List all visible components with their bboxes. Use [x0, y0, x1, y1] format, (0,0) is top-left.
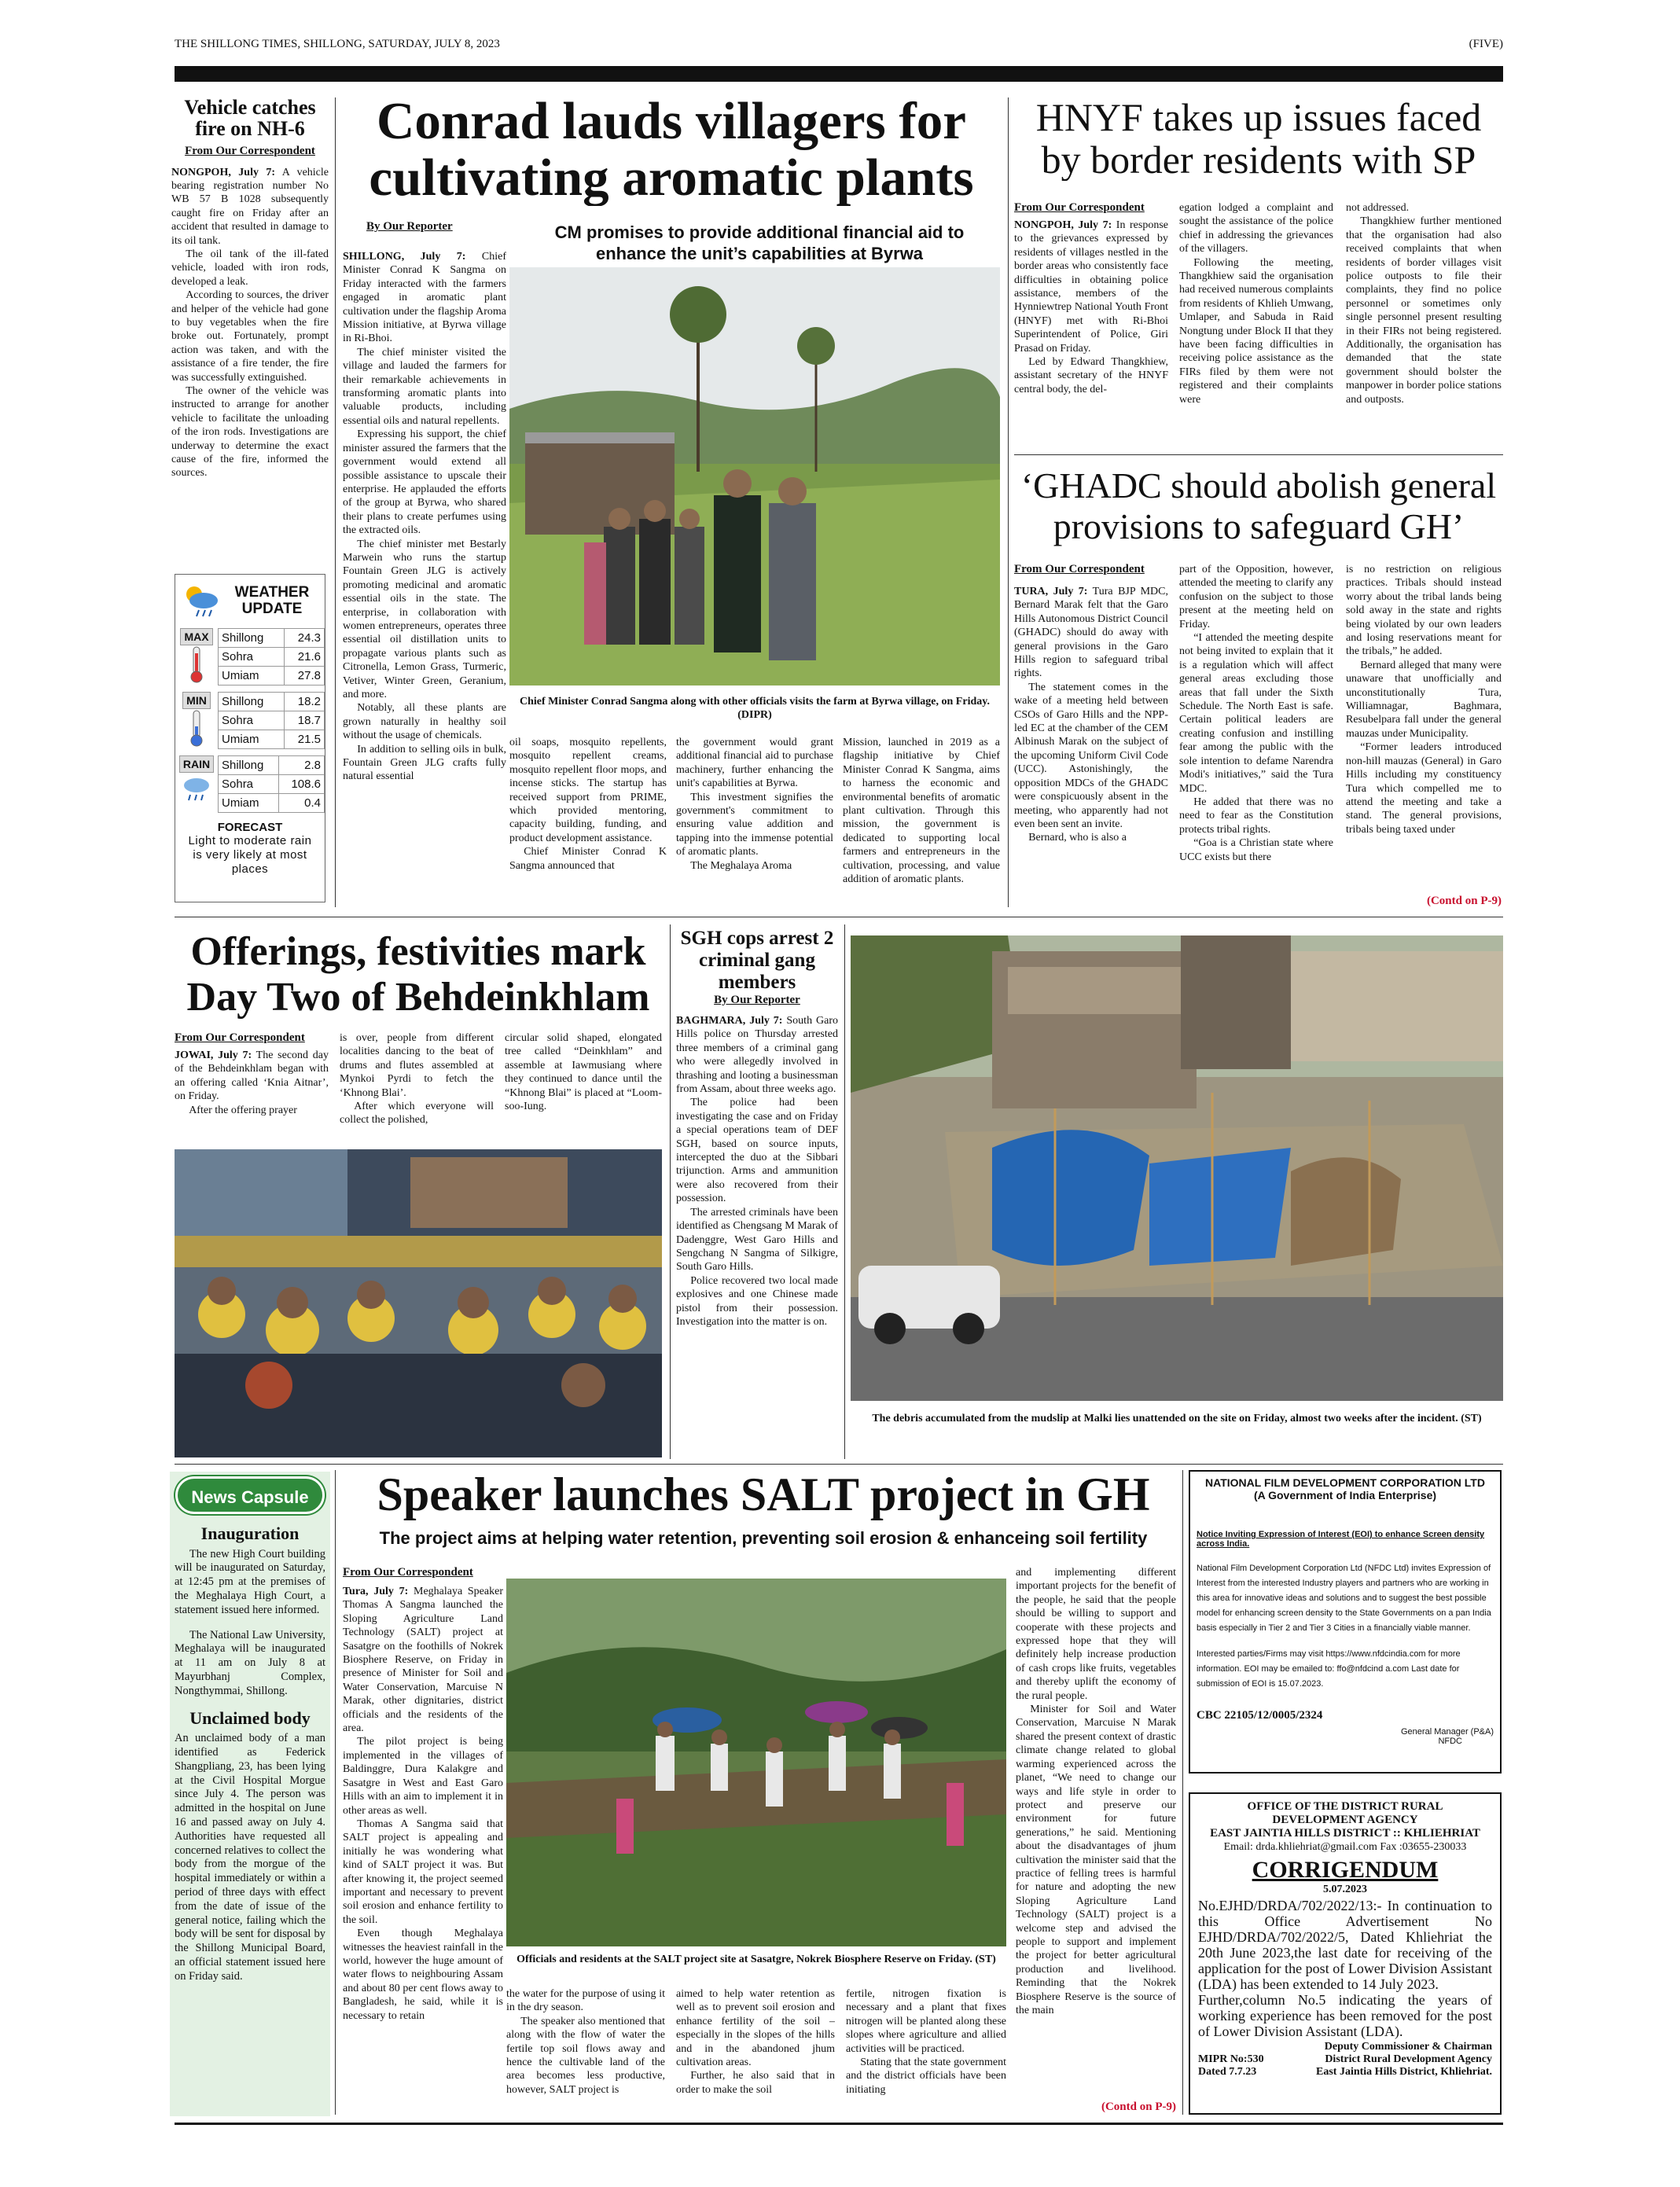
conrad-article	[343, 93, 1000, 206]
conrad-para: Notably, all these plants are grown naturally in healthy soil without the usage of chemicals.	[343, 702, 506, 742]
vehicle-article	[171, 97, 329, 559]
news-capsule-title: News Capsule	[175, 1476, 325, 1514]
sgh-body	[676, 1014, 838, 1457]
page-number: (FIVE)	[1469, 38, 1503, 50]
behdein-para: is over, people from different localities dancing to the beat of drums and flutes assembled at Mynkoi Pyrdi to fetch the ‘Khnong Blai’.	[340, 1032, 494, 1099]
sgh-para: The arrested criminals have been identified as Chengsang M Marak of Dadenggre, West Garo Hills and Sengchang N Sangma of Silkigre, South Garo Hills.	[676, 1206, 838, 1274]
weather-group-min	[175, 692, 325, 749]
salt-photo	[506, 1579, 1006, 1946]
salt-para: Further, he also said that in order to make the soil	[676, 2070, 835, 2096]
ghadc-para: “I attended the meeting despite not being invited to explain that it is a regulation which will affect general areas excluding those areas that fall under the Sixth Schedule. The North East is safe. Certain political leaders are creating confusion and instilling fear among the public with the sole intention to defame Narendra Modi's initiatives,” said the Tura MDC.	[1179, 632, 1333, 795]
conrad-subhead: CM promises to provide additional financial aid to enhance the unit’s capabilities at Byrwa	[554, 222, 965, 263]
conrad-para: In addition to selling oils in bulk, Fountain Green JLG crafts fully natural essential	[343, 743, 506, 783]
capsule-body	[170, 1727, 330, 1983]
behdein-byline: From Our Correspondent	[175, 1031, 305, 1044]
masthead	[175, 38, 1503, 51]
salt-col5	[1016, 1566, 1176, 2101]
hnyf-col3	[1346, 201, 1502, 447]
nfdc-notice: Notice Inviting Expression of Interest (EOI) to enhance Screen density across India.	[1197, 1530, 1485, 1549]
section-rule	[1014, 454, 1503, 455]
vehicle-para: According to sources, the driver and helper of the vehicle had gone to buy vegetables when the fire broke out. Fortunately, prompt action was taken, and with the assistance of a fire tender, the fire was successfully extinguished.	[171, 289, 329, 384]
weather-forecast	[175, 821, 325, 877]
conrad-col1	[343, 250, 506, 909]
weather-label: MIN	[182, 692, 211, 709]
weather-table: Shillong 2.8 Sohra 108.6 Umiam 0.4	[218, 755, 325, 813]
salt-para: Minister for Soil and Water Conservation, Marcuise N Marak shared the present context of drastic climate change related to global warming experienced across the planet, “We need to change our ways and life style in order to protect and preserve our environment for future generations,” he said. Mentioning about the disadvantages of jhum cultivation the minister said that the practice of felling trees is harmful for nature and adopting the new Sloping Agriculture Land Technology (SALT) project is a welcome step and advised the people to support and implement the project for better agricultural production and livelihood. Reminding that the Nokrek Biosphere Reserve is the source of the main	[1016, 1704, 1176, 2016]
rain-cloud-icon	[181, 773, 212, 804]
weather-label: MAX	[180, 628, 212, 645]
hnyf-col2	[1179, 201, 1333, 447]
salt-caption: Officials and residents at the SALT project site at Sasatgre, Nokrek Biosphere Reserve on Friday. (ST)	[516, 1954, 996, 1965]
behdein-col1	[175, 1049, 329, 1146]
nfdc-ad	[1189, 1470, 1502, 1773]
malki-photo	[851, 935, 1503, 1401]
hnyf-para: NONGPOH, July 7: In response to the grievances expressed by residents of villages nestled in the border areas who consistently face difficulties in obtaining police assistance, members of the Hynniewtrep National Youth Front (HNYF) met with Ri-Bhoi Superintendent of Police, Giri Prasad on Friday.	[1014, 219, 1168, 355]
ghadc-para: Bernard, who is also a	[1028, 832, 1127, 844]
thermometer-icon	[187, 645, 206, 685]
conrad-col3	[676, 736, 833, 909]
capsule-head-unclaimed: Unclaimed body	[189, 1709, 311, 1728]
column-rule	[1008, 97, 1009, 907]
conrad-para: SHILLONG, July 7: Chief Minister Conrad K Sangma on Friday interacted with the farmers engaged in aromatic plant cultivation under the flagship Aroma Mission initiative, at Byrwa village in Ri-Bhoi.	[343, 251, 506, 345]
weather-box	[175, 574, 325, 902]
behdein-para: After which everyone will collect the polished,	[340, 1101, 494, 1127]
behdein-photo	[175, 1149, 662, 1457]
salt-para: Thomas A Sangma said that SALT project is appealing and initially he was wondering what kind of SALT project it was. But after knowing it, the project seemed important and necessary to prevent soil erosion and enhance fertility to the soil.	[343, 1818, 503, 1926]
conrad-col2	[509, 736, 667, 909]
drda-body1: No.EJHD/DRDA/702/2022/13:- In continuation to this Office Advertisement No EJHD/DRDA/702/2022/5, Dated Khliehriat the 20th June 2023,the last date for receiving of the application for the post of Lower Division Assistant (LDA) has been extended to 14 July 2023.	[1198, 1898, 1492, 1992]
capsule-head-inauguration: Inauguration	[200, 1525, 300, 1543]
vehicle-headline: Vehicle catches fire on NH-6	[184, 97, 316, 140]
salt-col2	[506, 1987, 665, 2116]
salt-para: aimed to help water retention as well as to prevent soil erosion and enhance fertility of the soil – especially in the slopes of the hills and in the abandoned jhum cultivation areas.	[676, 1988, 835, 2069]
salt-para: fertile, nitrogen fixation is necessary and a plant that fixes nitrogen will be planted along these slopes where agriculture and allied activities will be practiced.	[846, 1988, 1006, 2055]
weather-group-max	[175, 628, 325, 686]
salt-contd: (Contd on P-9)	[1101, 2101, 1176, 2113]
hnyf-headline: HNYF takes up issues faced by border residents with SP	[1035, 96, 1482, 181]
conrad-para: the government would grant additional financial aid to purchase machinery, further enhancing the unit's capabilities at Byrwa.	[676, 737, 833, 790]
drda-sign: Deputy Commissioner & Chairman MIPR No:530 District Rural Development Agency Dated 7.7.23 East Jaintia Hills District, Khliehriat.	[1198, 2041, 1492, 2078]
hnyf-byline: From Our Correspondent	[1014, 201, 1145, 214]
column-rule	[844, 924, 845, 1459]
ghadc-para: is no restriction on religious practices. Tribals should instead worry about the tribal lands being sold away in the state and rights being violated by our own leaders and losing reservations meant for the tribals,” he added.	[1346, 564, 1502, 658]
weather-table: Shillong 18.2 Sohra 18.7 Umiam 21.5	[218, 692, 325, 749]
masthead-date: THE SHILLONG TIMES, SHILLONG, SATURDAY, JULY 8, 2023	[175, 38, 500, 50]
ghadc-col1	[1014, 585, 1168, 909]
conrad-headline: Conrad lauds villagers for cultivating aromatic plants	[369, 93, 974, 206]
salt-col1	[343, 1585, 503, 2116]
vehicle-byline: From Our Correspondent	[185, 144, 315, 157]
conrad-para: The Meghalaya Aroma	[690, 859, 792, 872]
salt-col4	[846, 1987, 1006, 2116]
ghadc-byline: From Our Correspondent	[1014, 563, 1145, 575]
conrad-caption: Chief Minister Conrad Sangma along with other officials visits the farm at Byrwa village, on Friday. (DIPR)	[520, 696, 990, 721]
hnyf-para: Led by Edward Thangkhiew, assistant secretary of the HNYF central body, the del-	[1014, 356, 1168, 395]
salt-para: Tura, July 7: Meghalaya Speaker Thomas A Sangma launched the Sloping Agriculture Land Technology (SALT) project at Sasatgre on the foothills of Nokrek Biosphere Reserve, on Friday in presence of Minister for Soil and Water Conservation, Marcuise N Marak, other dignitaries, district officials and the residents of the area.	[343, 1586, 503, 1735]
salt-para: the water for the purpose of using it in the dry season.	[506, 1988, 665, 2014]
hnyf-para: Following the meeting, Thangkhiew said the organisation had received numerous complaints from residents of Khlieh Umwang, Umlaper, and Sabuda in Raid Nongtung under Block II that they have been facing difficulties in receiving police assistance as the FIRs filed by them were not registered and their complaints were	[1179, 256, 1333, 406]
sgh-para: The police had been investigating the case and on Friday a special operations team of DEF SGH, based on source inputs, intercepted the duo at the Sibbari trijunction. Arms and ammunition were also recovered from their possession.	[676, 1097, 838, 1205]
hnyf-para: not addressed.	[1346, 202, 1410, 214]
drda-title: CORRIGENDUM	[1252, 1857, 1439, 1883]
conrad-para: The chief minister met Bestarly Marwein who runs the startup Fountain Green JLG is actively promoting medicinal and aromatic essential oils in the state. The enterprise, in collaboration with women entrepreneurs, operates three essential oil distillation units to propagate various plants such as Citronella, Lemon Grass, Turmeric, Vetiver, Winter Green, Geranium, and more.	[343, 538, 506, 700]
nfdc-title: NATIONAL FILM DEVELOPMENT CORPORATION LTD	[1205, 1476, 1485, 1489]
conrad-byline: By Our Reporter	[366, 220, 453, 233]
hnyf-col1	[1014, 219, 1168, 447]
nfdc-subtitle: (A Government of India Enterprise)	[1253, 1489, 1437, 1501]
conrad-para: Mission, launched in 2019 as a flagship initiative by Chief Minister Conrad K Sangma, aims to harness the economic and environmental benefits of aromatic plant cultivation. Through this mission, the government is dedicated to supporting local farmers and entrepreneurs in the cultivation, processing, and value addition of aromatic plants.	[843, 737, 1000, 886]
ghadc-para: part of the Opposition, however, attended the meeting to clarify any confusion on the subject to those present at the meeting held on Friday.	[1179, 564, 1333, 630]
salt-subhead: The project aims at helping water retention, preventing soil erosion & enhanceing soil fertility	[379, 1528, 1148, 1548]
drda-body2: Further,column No.5 indicating the years of working experience has been removed for the post of Lower Division Assistant (LDA).	[1198, 1992, 1492, 2039]
malki-caption: The debris accumulated from the mudslip at Malki lies unattended on the site on Friday, almost two weeks after the incident. (ST)	[872, 1413, 1482, 1424]
salt-col3	[676, 1987, 835, 2116]
column-rule	[670, 924, 671, 1459]
weather-header	[175, 575, 325, 627]
vehicle-body	[171, 166, 329, 559]
salt-byline: From Our Correspondent	[343, 1566, 473, 1579]
capsule-para: An unclaimed body of a man identified as Federick Shangpliang, 23, has been lying at the Civil Hospital Morgue since July 4. The person was admitted in the hospital on June 16 and passed away on July 4. Authorities have requested all concerned relatives to collect the body from the morgue of the hospital immediately or within a period of three days with effect from the date of issue of the general notice, failing which the body will be sent for disposal by the Shillong Municipal Board, an official statement issued here on Friday said.	[175, 1732, 325, 1983]
weather-table: Shillong 24.3 Sohra 21.6 Umiam 27.8	[218, 628, 325, 686]
ghadc-contd: (Contd on P-9)	[1426, 895, 1502, 907]
vehicle-para: The oil tank of the ill-fated vehicle, loaded with iron rods, developed a leak.	[171, 248, 329, 288]
news-capsule	[170, 1472, 330, 2116]
ghadc-para: Bernard alleged that many were unaware that unofficially and unconstitutionally Tura, Williamnagar, Baghmara, Resubelpara fall under the general mauzas under Municipality.	[1346, 659, 1502, 740]
conrad-para: oil soaps, mosquito repellents, mosquito repellent creams, mosquito repellent floor mops, and incense sticks. The startup has received support from PRIME, which provided mentoring, capacity building, funding, and product development assistance.	[509, 737, 667, 844]
salt-para: The speaker also mentioned that along with the flow of water the fertile top soil flows away and hence the cultivable land of the area becomes less productive, however, SALT project is	[506, 2015, 665, 2096]
sgh-headline: SGH cops arrest 2 criminal gang members	[680, 928, 834, 993]
ghadc-para: TURA, July 7: Tura BJP MDC, Bernard Marak felt that the Garo Hills Autonomous District Council (GHADC) should do away with general provisions in the Garo Hills region to safeguard tribal rights.	[1014, 586, 1168, 680]
conrad-para: The chief minister visited the village and lauded the farmers for their remarkable achievements in transforming aromatic plants into valuable products, including essential oils and natural repellents.	[343, 346, 506, 427]
thermometer-icon	[187, 709, 206, 748]
weather-groups	[175, 628, 325, 813]
weather-label: RAIN	[179, 755, 214, 773]
ghadc-para: The statement comes in the wake of a meeting held between CSOs of Garo Hills and the NPP-led EC at the chamber of the CEM Albinush Marak on the subject of the upcoming Uniform Civil Code (UCC). Astonishingly, the opposition MDCs of the GHADC were conspicuously absent in the meeting, who apparently had not even been sent an invite.	[1014, 681, 1168, 830]
nfdc-cbc: CBC 22105/12/0005/2324	[1197, 1709, 1323, 1722]
hnyf-para: egation lodged a complaint and sought the assistance of the police chief in addressing the grievances of the villagers.	[1179, 202, 1333, 255]
drda-header: OFFICE OF THE DISTRICT RURAL DEVELOPMENT AGENCY EAST JAINTIA HILLS DISTRICT :: KHLIEHRIAT Email: drda.khliehriat@gmail.com Fax :03655-230033	[1210, 1800, 1480, 1853]
masthead-rule	[175, 66, 1503, 82]
drda-ad	[1189, 1792, 1502, 2115]
nfdc-contact: Interested parties/Firms may visit https://www.nfdcindia.com for more information. EOI may be emailed to: ffo@nfdcind a.com Last date for submission of EOI is 15.07.2023.	[1197, 1649, 1461, 1689]
forecast-text: Light to moderate rain is very likely at most places	[188, 834, 312, 876]
drda-date: 5.07.2023	[1323, 1884, 1367, 1895]
salt-para: and implementing different important projects for the benefit of the people, he said that the people should be willing to support and cooperate with these projects and expressed hope that they will definitely help increase production of cash crops like fruits, vegetables and thereby uplift the economy of the rural people.	[1016, 1567, 1176, 1702]
salt-para: The pilot project is being implemented in the villages of Baldinggre, Dura Kalakgre and Sasatgre in West and East Garo Hills with an aim to implement it in other areas as well.	[343, 1736, 503, 1817]
ghadc-col3	[1346, 563, 1502, 893]
hnyf-para: Thangkhiew further mentioned that the organisation had also received complaints that when residents of border villages visit police outposts to file their complaints, they find no police personnel or sometimes only single personnel present resulting in their FIRs not being registered. Additionally, the organisation has demanded that the state government should bolster the manpower in border police stations and outposts.	[1346, 215, 1502, 406]
capsule-para: The National Law University, Meghalaya will be inaugurated at 11 am on July 8 at Mayurbhanj Complex, Nongthymmai, Shillong.	[175, 1628, 325, 1697]
salt-para: Stating that the state government and the district officials have been initiating	[846, 2057, 1006, 2096]
sgh-para: Police recovered two local made explosives and one Chinese made pistol from their possession. Investigation into the matter is on.	[676, 1274, 838, 1328]
nfdc-sign: General Manager (P&A) NFDC	[1401, 1727, 1494, 1746]
salt-headline: Speaker launches SALT project in GH	[377, 1468, 1150, 1520]
salt-para: Even though Meghalaya witnesses the heaviest rainfall in the world, however the huge amount of water flows to neighbouring Assam and about 80 per cent flows away to Bangladesh, he said, while it is necessary to retain	[343, 1928, 503, 2022]
weather-icon	[178, 580, 222, 621]
ghadc-headline: ‘GHADC should abolish general provisions to safeguard GH’	[1020, 465, 1497, 546]
weather-group-rain	[175, 755, 325, 813]
ghadc-para: “Goa is a Christian state where UCC exists but there	[1179, 837, 1333, 863]
conrad-para: Chief Minister Conrad K Sangma announced that	[509, 846, 667, 872]
ghadc-para: He added that there was no need to fear as the Constitution protects tribal rights.	[1179, 796, 1333, 836]
footer-rule	[175, 2123, 1503, 2125]
capsule-para: The new High Court building will be inaugurated on Saturday, at 12:45 pm at the premises of the Meghalaya High Court, a statement issued here informed.	[175, 1547, 325, 1616]
behdein-para: JOWAI, July 7: The second day of the Behdeinkhlam began with an offering called ‘Knia Aitnar’, on Friday.	[175, 1049, 329, 1103]
forecast-title: FORECAST	[217, 821, 283, 834]
ghadc-para: “Former leaders introduced non-hill mauzas (General) in Garo Hills including my constituency Tura which compelled me to attend the meeting and take a stand. The general provisions, tribals being taxed under	[1346, 741, 1502, 836]
behdein-col3	[505, 1031, 662, 1146]
sgh-para: BAGHMARA, July 7: South Garo Hills police on Thursday arrested three members of a criminal gang who were allegedly involved in thrashing and looting a businessman from Assam, about three weeks ago.	[676, 1015, 838, 1096]
conrad-para: Expressing his support, the chief minister assured the farmers that the government would extend all possible assistance to upscale their enterprise. He applauded the efforts of the group at Byrwa, who shared their plans to create perfumes using the extracted oils.	[343, 428, 506, 537]
conrad-photo	[509, 267, 1000, 686]
vehicle-para: NONGPOH, July 7: A vehicle bearing registration number No WB 57 B 1028 subsequently caught fire on Friday after an accident that resulted in damage to its oil tank.	[171, 166, 329, 247]
behdein-para: circular solid shaped, elongated tree called “Deinkhlam” and assemble at Iawmusiang where they continued to dance until the “Khnong Blai” is placed at “Loom-soo-Iung.	[505, 1032, 662, 1113]
column-rule	[335, 1470, 336, 2115]
ghadc-col2	[1179, 563, 1333, 909]
behdein-para: After the offering prayer	[189, 1104, 297, 1116]
column-rule	[335, 97, 336, 907]
conrad-para: This investment signifies the government's commitment to ensuring value addition and tapping into the immense potential of aromatic plants.	[676, 791, 833, 858]
nfdc-body: National Film Development Corporation Ltd (NFDC Ltd) invites Expression of Interest from the interested Industry players and partners who are working in this area for innovative ideas and solutions and to suggest the best possible model for enhancing screen density to the State Governments on a pan India basis especially in Tier 2 and Tier 3 Cities in a financially viable manner.	[1197, 1564, 1491, 1633]
behdein-headline: Offerings, festivities mark Day Two of Behdeinkhlam	[186, 929, 650, 1020]
vehicle-para: The owner of the vehicle was instructed to arrange for another vehicle to facilitate the unloading of the iron rods. Investigations are underway to determine the exact cause of the fire, informed the sources.	[171, 385, 329, 480]
behdein-col2	[340, 1031, 494, 1146]
capsule-body	[170, 1543, 330, 1699]
sgh-byline: By Our Reporter	[714, 994, 800, 1006]
conrad-col4	[843, 736, 1000, 909]
section-rule	[175, 1464, 1503, 1465]
column-rule	[1182, 1470, 1183, 2115]
weather-title: WEATHER UPDATE	[234, 584, 310, 617]
